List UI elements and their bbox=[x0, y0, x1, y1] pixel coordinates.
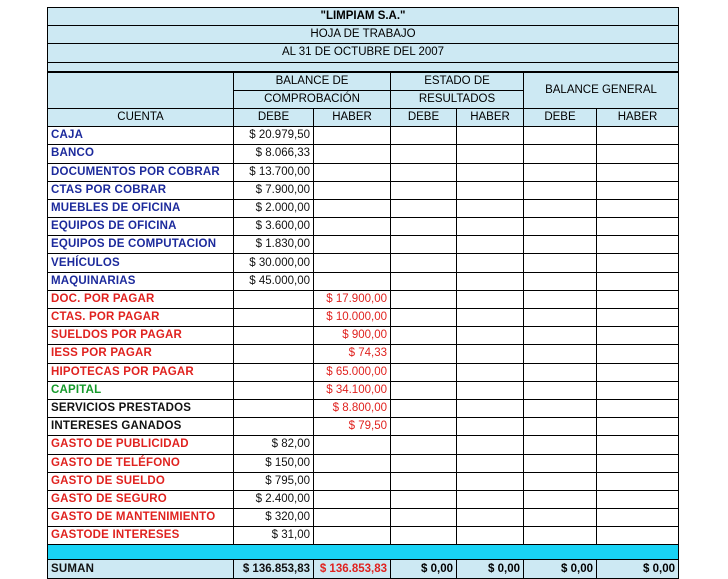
account-name: CAJA bbox=[48, 127, 234, 145]
haber-value bbox=[314, 272, 391, 290]
empty-cell bbox=[457, 181, 524, 199]
empty-cell bbox=[597, 254, 679, 272]
table-row bbox=[48, 399, 679, 417]
empty-cell bbox=[457, 454, 524, 472]
account-name: CTAS POR COBRAR bbox=[48, 181, 234, 199]
empty-cell bbox=[524, 309, 597, 327]
empty-cell bbox=[391, 290, 457, 308]
table-row bbox=[48, 145, 679, 163]
debe-value: $ 30.000,00 bbox=[234, 254, 314, 272]
empty-cell bbox=[524, 145, 597, 163]
empty-cell bbox=[457, 290, 524, 308]
account-name: INTERESES GANADOS bbox=[48, 418, 234, 436]
empty-cell bbox=[524, 218, 597, 236]
table-row bbox=[48, 418, 679, 436]
empty-cell bbox=[524, 436, 597, 454]
empty-cell bbox=[457, 127, 524, 145]
empty-cell bbox=[391, 381, 457, 399]
account-name: DOCUMENTOS POR COBRAR bbox=[48, 163, 234, 181]
empty-cell bbox=[597, 272, 679, 290]
haber-value: $ 65.000,00 bbox=[314, 363, 391, 381]
table-row bbox=[48, 309, 679, 327]
table-row bbox=[48, 254, 679, 272]
haber-value: $ 17.900,00 bbox=[314, 290, 391, 308]
empty-cell bbox=[597, 199, 679, 217]
table-row bbox=[48, 199, 679, 217]
debe-value bbox=[234, 399, 314, 417]
haber-value bbox=[314, 218, 391, 236]
empty-cell bbox=[457, 218, 524, 236]
debe-value bbox=[234, 290, 314, 308]
empty-cell bbox=[457, 509, 524, 527]
empty-cell bbox=[391, 309, 457, 327]
haber-value bbox=[314, 472, 391, 490]
empty-cell bbox=[391, 236, 457, 254]
empty-cell bbox=[597, 509, 679, 527]
empty-cell bbox=[391, 509, 457, 527]
debe-value: $ 795,00 bbox=[234, 472, 314, 490]
account-name: GASTO DE PUBLICIDAD bbox=[48, 436, 234, 454]
haber-value: $ 34.100,00 bbox=[314, 381, 391, 399]
debe-value: $ 82,00 bbox=[234, 436, 314, 454]
empty-cell bbox=[524, 472, 597, 490]
total-debe-estado: $ 0,00 bbox=[391, 560, 457, 578]
debe-value bbox=[234, 418, 314, 436]
table-row bbox=[48, 381, 679, 399]
account-name: EQUIPOS DE OFICINA bbox=[48, 218, 234, 236]
empty-cell bbox=[597, 490, 679, 508]
table-row bbox=[48, 454, 679, 472]
group-balance-line1: BALANCE DE bbox=[234, 72, 391, 91]
empty-cell bbox=[391, 399, 457, 417]
table-row bbox=[48, 472, 679, 490]
total-debe-balance: $ 136.853,83 bbox=[234, 560, 314, 578]
debe-value: $ 3.600,00 bbox=[234, 218, 314, 236]
table-row bbox=[48, 509, 679, 527]
empty-cell bbox=[597, 290, 679, 308]
haber-value: $ 900,00 bbox=[314, 327, 391, 345]
sheet-date: AL 31 DE OCTUBRE DEL 2007 bbox=[48, 44, 679, 62]
empty-cell bbox=[457, 436, 524, 454]
empty-cell bbox=[597, 145, 679, 163]
empty-cell bbox=[391, 145, 457, 163]
empty-cell bbox=[597, 399, 679, 417]
debe-value bbox=[234, 309, 314, 327]
debe-value bbox=[234, 327, 314, 345]
account-name: HIPOTECAS POR PAGAR bbox=[48, 363, 234, 381]
empty-cell bbox=[391, 127, 457, 145]
empty-cell bbox=[457, 418, 524, 436]
table-row bbox=[48, 436, 679, 454]
empty-cell bbox=[391, 327, 457, 345]
debe-value: $ 320,00 bbox=[234, 509, 314, 527]
table-row bbox=[48, 527, 679, 545]
empty-cell bbox=[457, 145, 524, 163]
column-header-haber: HABER bbox=[457, 108, 524, 126]
empty-cell bbox=[391, 436, 457, 454]
empty-cell bbox=[524, 527, 597, 545]
column-header-debe: DEBE bbox=[391, 108, 457, 126]
haber-value bbox=[314, 199, 391, 217]
empty-cell bbox=[597, 381, 679, 399]
group-estado-line2: RESULTADOS bbox=[391, 90, 524, 108]
table-row bbox=[48, 490, 679, 508]
account-name: CTAS. POR PAGAR bbox=[48, 309, 234, 327]
empty-cell bbox=[391, 490, 457, 508]
empty-cell bbox=[524, 345, 597, 363]
total-haber-estado: $ 0,00 bbox=[457, 560, 524, 578]
empty-cell bbox=[597, 527, 679, 545]
empty-cell bbox=[391, 472, 457, 490]
empty-cell bbox=[391, 181, 457, 199]
empty-cell bbox=[597, 436, 679, 454]
table-row bbox=[48, 363, 679, 381]
total-haber-balance: $ 136.853,83 bbox=[314, 560, 391, 578]
debe-value: $ 20.979,50 bbox=[234, 127, 314, 145]
account-name: GASTO DE SEGURO bbox=[48, 490, 234, 508]
empty-cell bbox=[457, 472, 524, 490]
empty-cell bbox=[524, 254, 597, 272]
debe-value: $ 31,00 bbox=[234, 527, 314, 545]
empty-cell bbox=[597, 181, 679, 199]
empty-cell bbox=[597, 454, 679, 472]
debe-value: $ 7.900,00 bbox=[234, 181, 314, 199]
worksheet-table bbox=[47, 7, 679, 579]
debe-value bbox=[234, 381, 314, 399]
account-name: IESS POR PAGAR bbox=[48, 345, 234, 363]
haber-value bbox=[314, 236, 391, 254]
empty-cell bbox=[457, 309, 524, 327]
table-row bbox=[48, 236, 679, 254]
empty-cell bbox=[524, 381, 597, 399]
table-row bbox=[48, 290, 679, 308]
table-row bbox=[48, 345, 679, 363]
haber-value bbox=[314, 490, 391, 508]
empty-cell bbox=[457, 272, 524, 290]
group-balance-general: BALANCE GENERAL bbox=[524, 72, 679, 109]
empty-cell bbox=[391, 527, 457, 545]
sheet-subtitle: HOJA DE TRABAJO bbox=[48, 26, 679, 44]
table-row bbox=[48, 163, 679, 181]
total-debe-general: $ 0,00 bbox=[524, 560, 597, 578]
haber-value bbox=[314, 509, 391, 527]
debe-value: $ 13.700,00 bbox=[234, 163, 314, 181]
debe-value bbox=[234, 363, 314, 381]
haber-value: $ 8.800,00 bbox=[314, 399, 391, 417]
empty-cell bbox=[597, 163, 679, 181]
haber-value bbox=[314, 127, 391, 145]
empty-cell bbox=[524, 363, 597, 381]
empty-cell bbox=[524, 127, 597, 145]
account-name: DOC. POR PAGAR bbox=[48, 290, 234, 308]
empty-cell bbox=[524, 236, 597, 254]
header-spacer bbox=[48, 62, 679, 72]
haber-value: $ 74,33 bbox=[314, 345, 391, 363]
empty-cell bbox=[524, 418, 597, 436]
totals-label: SUMAN bbox=[48, 560, 234, 578]
empty-cell bbox=[391, 218, 457, 236]
empty-cell bbox=[391, 345, 457, 363]
table-row bbox=[48, 327, 679, 345]
haber-value bbox=[314, 436, 391, 454]
group-estado-line1: ESTADO DE bbox=[391, 72, 524, 91]
empty-cell bbox=[457, 399, 524, 417]
table-row bbox=[48, 272, 679, 290]
table-row bbox=[48, 218, 679, 236]
empty-cell bbox=[457, 363, 524, 381]
debe-value: $ 150,00 bbox=[234, 454, 314, 472]
empty-cell bbox=[524, 327, 597, 345]
empty-cell bbox=[524, 399, 597, 417]
empty-cell bbox=[524, 181, 597, 199]
haber-value: $ 79,50 bbox=[314, 418, 391, 436]
column-header-haber: HABER bbox=[314, 108, 391, 126]
column-header-haber: HABER bbox=[597, 108, 679, 126]
account-name: SUELDOS POR PAGAR bbox=[48, 327, 234, 345]
empty-cell bbox=[597, 309, 679, 327]
empty-cell bbox=[524, 163, 597, 181]
empty-cell bbox=[524, 290, 597, 308]
empty-cell bbox=[457, 254, 524, 272]
account-name: CAPITAL bbox=[48, 381, 234, 399]
column-header-cuenta: CUENTA bbox=[48, 108, 234, 126]
empty-cell bbox=[597, 472, 679, 490]
debe-value: $ 1.830,00 bbox=[234, 236, 314, 254]
empty-cell bbox=[457, 199, 524, 217]
empty-cell bbox=[597, 327, 679, 345]
empty-cell bbox=[391, 363, 457, 381]
table-row bbox=[48, 181, 679, 199]
account-name: SERVICIOS PRESTADOS bbox=[48, 399, 234, 417]
account-name: MUEBLES DE OFICINA bbox=[48, 199, 234, 217]
empty-cell bbox=[457, 236, 524, 254]
empty-cell bbox=[524, 272, 597, 290]
account-name: MAQUINARIAS bbox=[48, 272, 234, 290]
empty-cell bbox=[524, 509, 597, 527]
haber-value bbox=[314, 527, 391, 545]
empty-cell bbox=[457, 327, 524, 345]
empty-cell bbox=[391, 418, 457, 436]
empty-cell bbox=[457, 345, 524, 363]
empty-cell bbox=[391, 254, 457, 272]
haber-value bbox=[314, 181, 391, 199]
empty-cell bbox=[597, 218, 679, 236]
haber-value bbox=[314, 145, 391, 163]
debe-value: $ 2.000,00 bbox=[234, 199, 314, 217]
debe-value: $ 2.400,00 bbox=[234, 490, 314, 508]
haber-value bbox=[314, 454, 391, 472]
account-name: BANCO bbox=[48, 145, 234, 163]
account-name: GASTO DE MANTENIMIENTO bbox=[48, 509, 234, 527]
haber-value bbox=[314, 254, 391, 272]
group-balance-line2: COMPROBACIÓN bbox=[234, 90, 391, 108]
empty-cell bbox=[597, 127, 679, 145]
account-name: EQUIPOS DE COMPUTACION bbox=[48, 236, 234, 254]
empty-cell bbox=[391, 199, 457, 217]
account-name: GASTODE INTERESES bbox=[48, 527, 234, 545]
empty-cell bbox=[597, 345, 679, 363]
group-header-empty bbox=[48, 72, 234, 109]
haber-value: $ 10.000,00 bbox=[314, 309, 391, 327]
empty-cell bbox=[524, 490, 597, 508]
haber-value bbox=[314, 163, 391, 181]
empty-cell bbox=[457, 527, 524, 545]
account-name: GASTO DE SUELDO bbox=[48, 472, 234, 490]
debe-value: $ 45.000,00 bbox=[234, 272, 314, 290]
empty-cell bbox=[457, 490, 524, 508]
company-title: "LIMPIAM S.A." bbox=[48, 8, 679, 26]
debe-value: $ 8.066,33 bbox=[234, 145, 314, 163]
debe-value bbox=[234, 345, 314, 363]
column-header-debe: DEBE bbox=[234, 108, 314, 126]
empty-cell bbox=[524, 454, 597, 472]
empty-cell bbox=[597, 236, 679, 254]
table-row bbox=[48, 127, 679, 145]
empty-cell bbox=[457, 163, 524, 181]
total-haber-general: $ 0,00 bbox=[597, 560, 679, 578]
separator-band bbox=[48, 545, 679, 560]
empty-cell bbox=[597, 418, 679, 436]
empty-cell bbox=[391, 454, 457, 472]
empty-cell bbox=[391, 272, 457, 290]
account-name: VEHÍCULOS bbox=[48, 254, 234, 272]
empty-cell bbox=[457, 381, 524, 399]
empty-cell bbox=[524, 199, 597, 217]
column-header-debe: DEBE bbox=[524, 108, 597, 126]
account-name: GASTO DE TELÉFONO bbox=[48, 454, 234, 472]
empty-cell bbox=[391, 163, 457, 181]
empty-cell bbox=[597, 363, 679, 381]
